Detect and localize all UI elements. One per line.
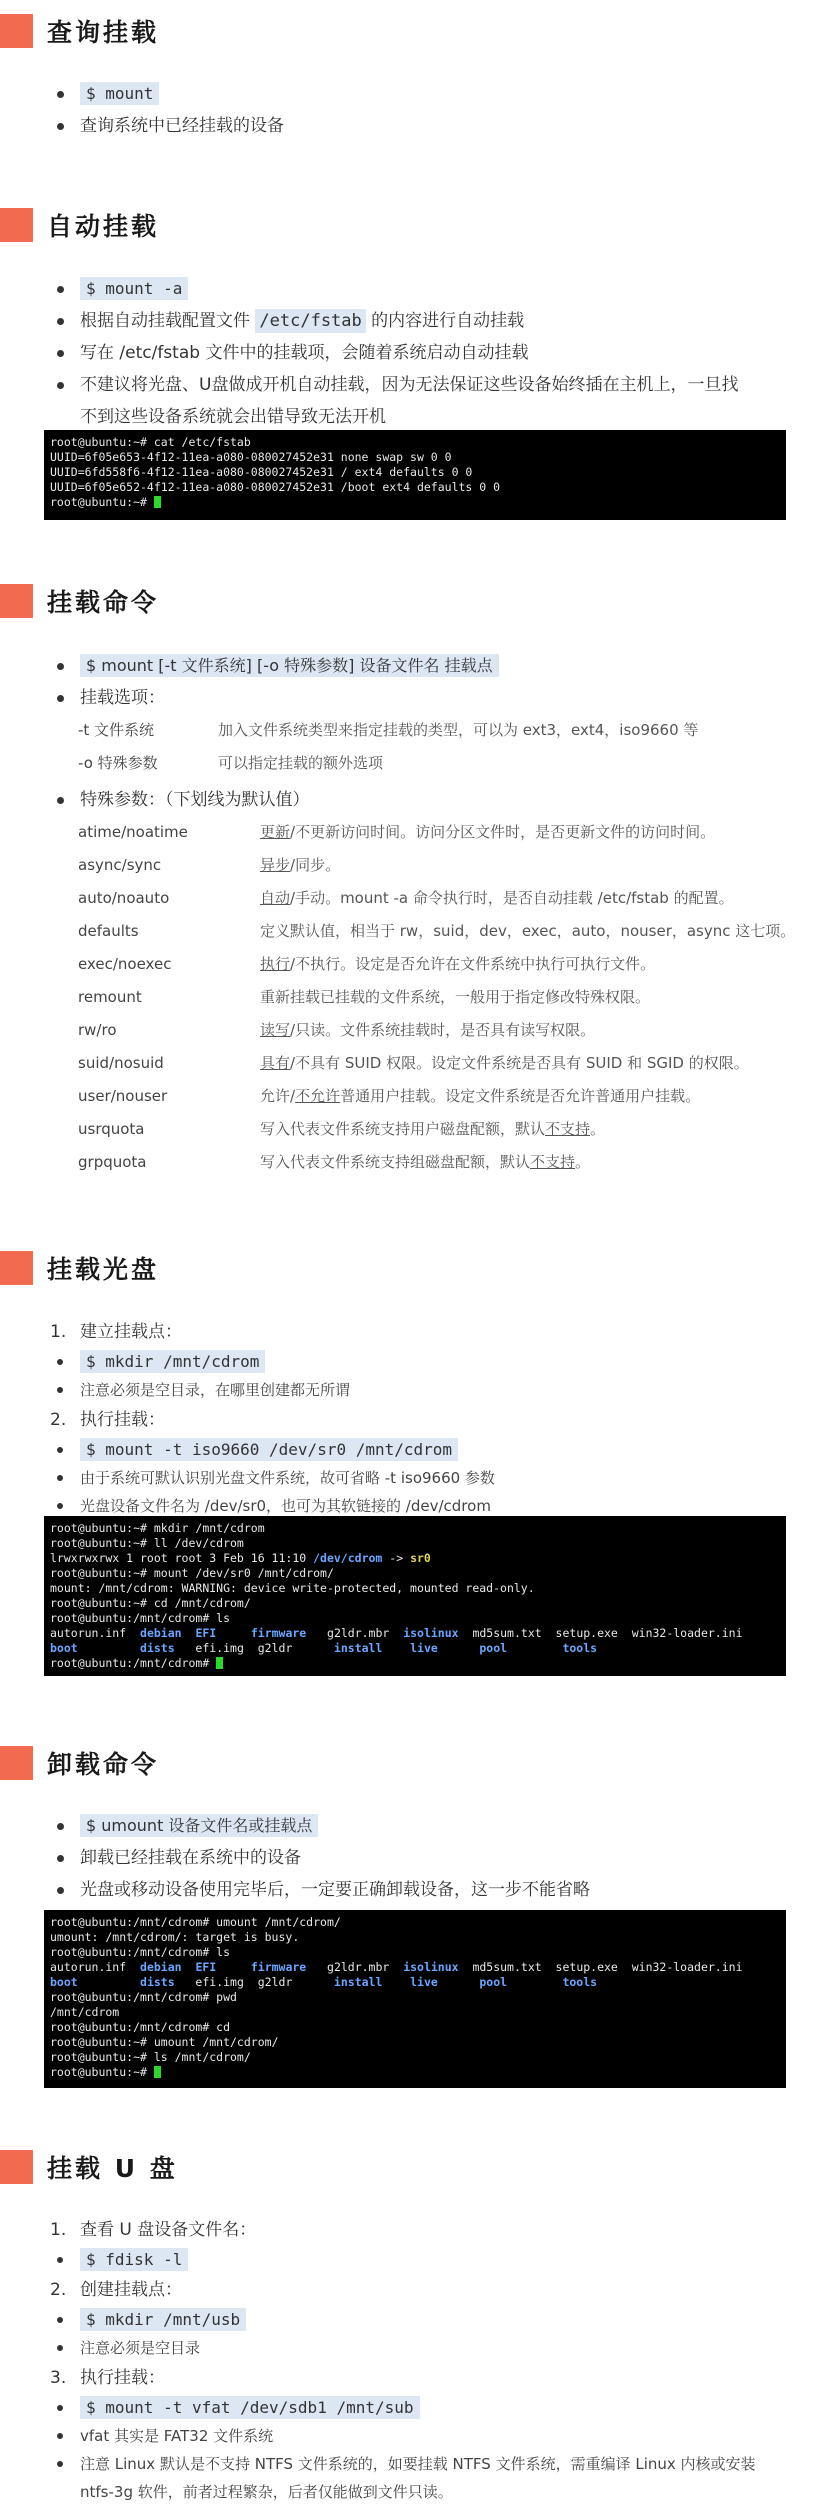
list-item — [0, 2394, 756, 2422]
heading-bar — [0, 584, 33, 618]
step-item: 2. 执行挂载： — [50, 1410, 165, 1430]
list-item: 光盘设备文件名为 /dev/sr0，也可为其软链接的 /dev/cdrom — [0, 1492, 495, 1520]
mount-options — [78, 714, 698, 780]
command-code: $ mkdir /mnt/usb — [80, 2308, 246, 2331]
heading-mount-command: 挂载命令 — [0, 584, 159, 618]
list-item: vfat 其实是 FAT32 文件系统 — [0, 2422, 756, 2450]
heading-auto-mount: 自动挂载 — [0, 208, 159, 242]
step-item: 3. 执行挂载： — [50, 2368, 165, 2388]
list-item: 写在 /etc/fstab 文件中的挂载项，会随着系统启动自动挂载 — [0, 337, 738, 369]
list-item — [0, 2246, 756, 2274]
param-row: exec/noexec 执行/不执行。设定是否允许在文件系统中执行可执行文件。 — [78, 955, 656, 973]
param-row: grpquota 写入代表文件系统支持组磁盘配额，默认不支持。 — [78, 1153, 591, 1171]
command-code: $ mount [-t 文件系统] [-o 特殊参数] 设备文件名 挂载点 — [80, 654, 499, 677]
heading-umount-command: 卸载命令 — [0, 1746, 159, 1780]
option-row: -o 特殊参数 可以指定挂载的额外选项 — [78, 754, 384, 772]
step-item: 1. 查看 U 盘设备文件名： — [50, 2220, 257, 2240]
command-code: $ umount 设备文件名或挂载点 — [80, 1814, 318, 1837]
command-code: $ mount -t iso9660 /dev/sr0 /mnt/cdrom — [80, 1438, 458, 1461]
terminal-mount-cdrom: root@ubuntu:~# mkdir /mnt/cdrom root@ubuntu:~# ll /dev/cdrom lrwxrwxrwx 1 root root 3 Feb 16 11:10 /dev/cdrom -> sr0 root@ubuntu:~# mount /dev/sr0 /mnt/cdrom/ mount: /mnt/cdrom: WARNING: device write-protected, mounted read-only. root@ubuntu:~# cd /mnt/cdrom/ root@ubuntu:/mnt/cdrom# ls autorun.inf debian EFI firmware g2ldr.mbr isolinux md5sum.txt setup.exe win32-loader.ini boot dists efi.img g2ldr install live pool tools root@ubuntu:/mnt/cdrom# — [44, 1516, 786, 1676]
heading-bar — [0, 1251, 33, 1285]
heading-bar — [0, 208, 33, 242]
list-item: 注意必须是空目录，在哪里创建都无所谓 — [0, 1376, 495, 1404]
param-row: async/sync 异步/同步。 — [78, 856, 341, 874]
list-item — [0, 273, 738, 305]
param-row: defaults 定义默认值，相当于 rw，suid，dev，exec，auto，nouser，async 这七项。 — [78, 922, 796, 940]
list-item: 光盘或移动设备使用完毕后，一定要正确卸载设备，这一步不能省略 — [0, 1874, 590, 1906]
param-row: atime/noatime 更新/不更新访问时间。访问分区文件时，是否更新文件的访问时间。 — [78, 823, 716, 841]
param-row: rw/ro 读写/只读。文件系统挂载时，是否具有读写权限。 — [78, 1021, 596, 1039]
list-item: 注意必须是空目录 — [0, 2334, 756, 2362]
heading-bar — [0, 14, 33, 48]
terminal-fstab: root@ubuntu:~# cat /etc/fstab UUID=6f05e653-4f12-11ea-a080-080027452e31 none swap sw 0 0 UUID=6fd558f6-4f12-11ea-a080-080027452e31 / ext4 defaults 0 0 UUID=6f05e652-4f12-11ea-a080-080027452e31 /boot ext4 defaults 0 0 root@ubuntu:~# — [44, 430, 786, 520]
list-item — [0, 1436, 495, 1464]
query-mount-list — [0, 78, 284, 142]
command-code: $ fdisk -l — [80, 2248, 188, 2271]
command-code: $ mount — [80, 82, 159, 105]
list-item — [0, 78, 284, 110]
cursor-icon — [216, 1657, 223, 1669]
auto-mount-list — [0, 273, 738, 433]
list-item — [0, 650, 499, 682]
heading-mount-usb: 挂载 U 盘 — [0, 2150, 178, 2184]
heading-bar — [0, 2150, 33, 2184]
cursor-icon — [154, 2066, 161, 2078]
command-code: $ mkdir /mnt/cdrom — [80, 1350, 265, 1373]
list-item: 由于系统可默认识别光盘文件系统，故可省略 -t iso9660 参数 — [0, 1464, 495, 1492]
list-item: 注意 Linux 默认是不支持 NTFS 文件系统的，如要挂载 NTFS 文件系统，需重编译 Linux 内核或安装 ntfs-3g 软件，前者过程繁杂，后者仅能做到文件只读。 — [0, 2450, 756, 2506]
command-code: $ mount -t vfat /dev/sdb1 /mnt/sub — [80, 2396, 420, 2419]
list-item — [0, 1810, 590, 1842]
list-item: 卸载已经挂载在系统中的设备 — [0, 1842, 590, 1874]
list-item: 特殊参数：（下划线为默认值） — [0, 784, 310, 816]
inline-code: /etc/fstab — [255, 309, 365, 333]
list-item: 查询系统中已经挂载的设备 — [0, 110, 284, 142]
umount-list — [0, 1810, 590, 1906]
step-item: 2. 创建挂载点： — [50, 2280, 182, 2300]
list-item: 根据自动挂载配置文件 /etc/fstab 的内容进行自动挂载 — [0, 305, 738, 337]
list-item — [0, 1348, 495, 1376]
param-row: auto/noauto 自动/手动。mount -a 命令执行时，是否自动挂载 /etc/fstab 的配置。 — [78, 889, 734, 907]
list-item — [0, 2306, 756, 2334]
param-row: usrquota 写入代表文件系统支持用户磁盘配额，默认不支持。 — [78, 1120, 606, 1138]
list-item: 不建议将光盘、U盘做成开机自动挂载，因为无法保证这些设备始终插在主机上，一旦找 不到这些设备系统就会出错导致无法开机 — [0, 369, 738, 433]
mount-cdrom-steps — [0, 1316, 495, 1520]
special-params — [78, 816, 795, 1179]
param-row: user/nouser 允许/不允许普通用户挂载。设定文件系统是否允许普通用户挂载。 — [78, 1087, 701, 1105]
command-code: $ mount -a — [80, 277, 188, 300]
heading-query-mount: 查询挂载 — [0, 14, 159, 48]
list-item: 挂载选项： — [0, 682, 499, 714]
param-row: remount 重新挂载已挂载的文件系统，一般用于指定修改特殊权限。 — [78, 988, 651, 1006]
mount-command-list — [0, 650, 499, 714]
heading-mount-cdrom: 挂载光盘 — [0, 1251, 159, 1285]
heading-bar — [0, 1746, 33, 1780]
param-row: suid/nosuid 具有/不具有 SUID 权限。设定文件系统是否具有 SUID 和 SGID 的权限。 — [78, 1054, 749, 1072]
option-row: -t 文件系统 加入文件系统类型来指定挂载的类型，可以为 ext3，ext4，iso9660 等 — [78, 721, 699, 739]
special-params-list — [0, 784, 310, 816]
step-item: 1. 建立挂载点： — [50, 1322, 182, 1342]
cursor-icon — [154, 496, 161, 508]
terminal-umount: root@ubuntu:/mnt/cdrom# umount /mnt/cdrom/ umount: /mnt/cdrom/: target is busy. root@ubuntu:/mnt/cdrom# ls autorun.inf debian EFI firmware g2ldr.mbr isolinux md5sum.txt setup.exe win32-loader.ini boot dists efi.img g2ldr install live pool tools root@ubuntu:/mnt/cdrom# pwd /mnt/cdrom root@ubuntu:/mnt/cdrom# cd root@ubuntu:~# umount /mnt/cdrom/ root@ubuntu:~# ls /mnt/cdrom/ root@ubuntu:~# — [44, 1910, 786, 2088]
mount-usb-steps — [0, 2214, 756, 2506]
